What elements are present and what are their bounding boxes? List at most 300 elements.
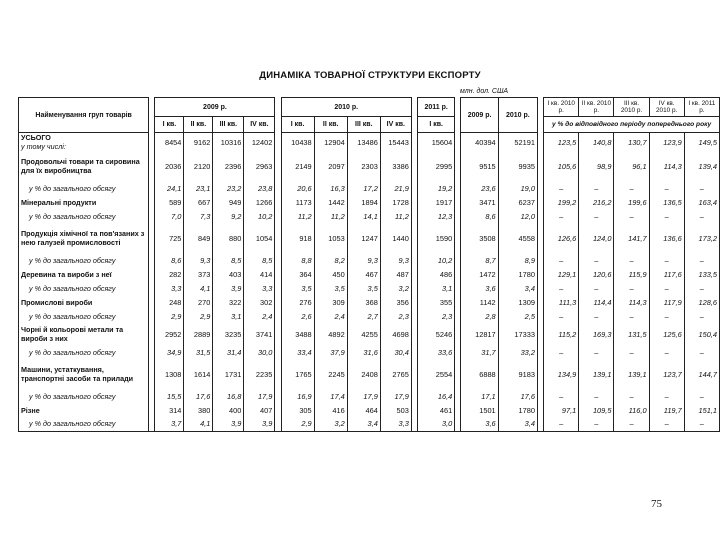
- table-cell: 14,1: [347, 209, 380, 223]
- table-cell: 141,7: [614, 223, 649, 253]
- table-cell: 3741: [244, 323, 275, 345]
- table-cell: 1590: [418, 223, 455, 253]
- table-cell: 115,9: [614, 267, 649, 281]
- category-label: Машини, устаткування, транспортні засоби та прилади: [19, 359, 149, 389]
- table-cell: 149,5: [684, 133, 719, 152]
- table-cell: 1780: [498, 267, 537, 281]
- table-cell: 9183: [498, 359, 537, 389]
- header-pct-3: III кв. 2010 р.: [614, 98, 649, 117]
- table-cell: 15,5: [155, 389, 184, 403]
- table-cell: 8,7: [461, 253, 498, 267]
- table-cell: –: [579, 281, 614, 295]
- table-cell: 7,0: [155, 209, 184, 223]
- table-cell: –: [579, 417, 614, 431]
- table-cell: 8,6: [461, 209, 498, 223]
- table-row: [19, 345, 720, 359]
- table-cell: 270: [184, 295, 213, 309]
- category-label: Чорні й кольорові метали та вироби з них: [19, 323, 149, 345]
- table-cell: 10,2: [418, 253, 455, 267]
- table-cell: 52191: [498, 133, 537, 152]
- table-cell: 3,9: [244, 417, 275, 431]
- table-cell: 8,5: [213, 253, 244, 267]
- table-cell: 151,1: [684, 403, 719, 417]
- table-cell: 136,5: [649, 195, 684, 209]
- table-row: [19, 389, 720, 403]
- table-cell: 17333: [498, 323, 537, 345]
- table-cell: –: [579, 209, 614, 223]
- table-row: [19, 133, 720, 152]
- table-cell: 373: [184, 267, 213, 281]
- table-cell: 130,7: [614, 133, 649, 152]
- header-name: Найменування груп товарів: [19, 98, 149, 133]
- table-cell: 96,1: [614, 151, 649, 181]
- table-cell: 8,9: [498, 253, 537, 267]
- table-cell: 169,3: [579, 323, 614, 345]
- header-pct-1: I кв. 2010 р.: [544, 98, 579, 117]
- table-cell: 309: [314, 295, 347, 309]
- table-cell: 3,6: [461, 281, 498, 295]
- table-cell: 356: [380, 295, 411, 309]
- share-row-label: у % до загального обсягу: [19, 389, 149, 403]
- table-cell: 282: [155, 267, 184, 281]
- table-cell: 3,6: [461, 417, 498, 431]
- table-cell: 40394: [461, 133, 498, 152]
- table-cell: 11,2: [380, 209, 411, 223]
- table-cell: 199,2: [544, 195, 579, 209]
- table-cell: 3,1: [418, 281, 455, 295]
- table-cell: 115,2: [544, 323, 579, 345]
- header-2011: 2011 р.: [418, 98, 455, 117]
- table-cell: 403: [213, 267, 244, 281]
- table-cell: 4255: [347, 323, 380, 345]
- table-cell: 17,6: [498, 389, 537, 403]
- table-cell: –: [614, 389, 649, 403]
- table-cell: 2952: [155, 323, 184, 345]
- table-cell: 2120: [184, 151, 213, 181]
- table-cell: 16,3: [314, 181, 347, 195]
- table-cell: –: [544, 209, 579, 223]
- header-2009: 2009 р.: [155, 98, 275, 117]
- table-cell: 33,6: [418, 345, 455, 359]
- table-cell: 17,1: [461, 389, 498, 403]
- table-cell: –: [614, 309, 649, 323]
- export-structure-table: [18, 97, 720, 432]
- table-cell: 467: [347, 267, 380, 281]
- table-cell: –: [684, 417, 719, 431]
- table-cell: 3,3: [244, 281, 275, 295]
- table-cell: 1765: [281, 359, 314, 389]
- category-label: Різне: [19, 403, 149, 417]
- table-cell: 1728: [380, 195, 411, 209]
- table-cell: –: [649, 281, 684, 295]
- table-cell: –: [684, 281, 719, 295]
- table-cell: 30,0: [244, 345, 275, 359]
- table-cell: 2,4: [314, 309, 347, 323]
- table-cell: 3,5: [314, 281, 347, 295]
- table-cell: 2036: [155, 151, 184, 181]
- table-cell: 4,1: [184, 417, 213, 431]
- table-cell: –: [614, 417, 649, 431]
- table-cell: 20,6: [281, 181, 314, 195]
- table-cell: 1309: [498, 295, 537, 309]
- table-cell: 4892: [314, 323, 347, 345]
- table-cell: 12402: [244, 133, 275, 152]
- table-cell: 2,3: [418, 309, 455, 323]
- table-cell: 97,1: [544, 403, 579, 417]
- table-cell: 10438: [281, 133, 314, 152]
- table-cell: 2,8: [461, 309, 498, 323]
- header-q1-2009: I кв.: [155, 117, 184, 133]
- share-row-label: у % до загального обсягу: [19, 209, 149, 223]
- share-row-label: у % до загального обсягу: [19, 309, 149, 323]
- table-cell: 144,7: [684, 359, 719, 389]
- table-cell: 3,2: [314, 417, 347, 431]
- share-row-label: у % до загального обсягу: [19, 345, 149, 359]
- header-q3-2010: III кв.: [347, 117, 380, 133]
- table-cell: –: [649, 389, 684, 403]
- table-cell: 30,4: [380, 345, 411, 359]
- table-cell: 3,5: [281, 281, 314, 295]
- table-cell: 589: [155, 195, 184, 209]
- table-cell: 3,3: [155, 281, 184, 295]
- table-cell: 2,9: [281, 417, 314, 431]
- table-cell: 12904: [314, 133, 347, 152]
- table-cell: –: [649, 345, 684, 359]
- table-cell: 3508: [461, 223, 498, 253]
- table-cell: 31,7: [461, 345, 498, 359]
- table-cell: 31,4: [213, 345, 244, 359]
- table-cell: 322: [213, 295, 244, 309]
- table-cell: 368: [347, 295, 380, 309]
- subtitle-note: у тому числі:: [21, 142, 66, 151]
- table-cell: 2,6: [281, 309, 314, 323]
- header-pct-note: у % до відповідного періоду попереднього року: [544, 117, 720, 133]
- table-cell: 114,4: [579, 295, 614, 309]
- table-cell: 31,6: [347, 345, 380, 359]
- table-cell: 33,4: [281, 345, 314, 359]
- table-cell: –: [614, 181, 649, 195]
- table-cell: 129,1: [544, 267, 579, 281]
- table-cell: 1173: [281, 195, 314, 209]
- table-cell: 2765: [380, 359, 411, 389]
- table-cell: 407: [244, 403, 275, 417]
- table-cell: 15604: [418, 133, 455, 152]
- table-cell: 464: [347, 403, 380, 417]
- table-cell: 6237: [498, 195, 537, 209]
- table-cell: 3,5: [347, 281, 380, 295]
- table-cell: 2963: [244, 151, 275, 181]
- table-cell: 9,3: [380, 253, 411, 267]
- table-cell: 4,1: [184, 281, 213, 295]
- table-cell: 2245: [314, 359, 347, 389]
- table-body: [19, 133, 720, 432]
- table-cell: 9,2: [213, 209, 244, 223]
- table-cell: 16,4: [418, 389, 455, 403]
- table-cell: 1614: [184, 359, 213, 389]
- table-cell: 1780: [498, 403, 537, 417]
- table-cell: 216,2: [579, 195, 614, 209]
- table-cell: 3,3: [380, 417, 411, 431]
- table-cell: 136,6: [649, 223, 684, 253]
- table-cell: 9,3: [347, 253, 380, 267]
- table-cell: 19,0: [498, 181, 537, 195]
- table-cell: 1247: [347, 223, 380, 253]
- table-cell: 111,3: [544, 295, 579, 309]
- table-cell: 9935: [498, 151, 537, 181]
- table-cell: –: [684, 309, 719, 323]
- table-cell: 123,9: [649, 133, 684, 152]
- table-cell: 140,8: [579, 133, 614, 152]
- table-cell: –: [579, 345, 614, 359]
- table-cell: 3,4: [347, 417, 380, 431]
- table-cell: –: [579, 309, 614, 323]
- table-cell: 126,6: [544, 223, 579, 253]
- table-cell: 139,1: [579, 359, 614, 389]
- table-cell: 3,7: [155, 417, 184, 431]
- table-cell: 2408: [347, 359, 380, 389]
- page-title: ДИНАМІКА ТОВАРНОЇ СТРУКТУРИ ЕКСПОРТУ: [259, 70, 481, 81]
- table-cell: 19,2: [418, 181, 455, 195]
- table-cell: 114,3: [649, 151, 684, 181]
- table-cell: –: [649, 253, 684, 267]
- table-row: [19, 359, 720, 389]
- table-row: [19, 295, 720, 309]
- table-cell: 667: [184, 195, 213, 209]
- table-cell: –: [544, 389, 579, 403]
- table-cell: 11,2: [314, 209, 347, 223]
- category-label: Продукція хімічної та пов'язаних з нею галузей промисловості: [19, 223, 149, 253]
- table-cell: 3,4: [498, 281, 537, 295]
- table-row: [19, 209, 720, 223]
- table-cell: 1731: [213, 359, 244, 389]
- header-q1-2010: I кв.: [281, 117, 314, 133]
- table-cell: 117,6: [649, 267, 684, 281]
- table-cell: 15443: [380, 133, 411, 152]
- table-cell: 918: [281, 223, 314, 253]
- table-cell: 3235: [213, 323, 244, 345]
- table-cell: 124,0: [579, 223, 614, 253]
- table-row: [19, 195, 720, 209]
- table-row: [19, 323, 720, 345]
- table-cell: 8,5: [244, 253, 275, 267]
- table-row: [19, 267, 720, 281]
- category-label: Продовольчі товари та сировина для їх виробництва: [19, 151, 149, 181]
- table-cell: 2,9: [184, 309, 213, 323]
- table-cell: 2,3: [380, 309, 411, 323]
- header-2010: 2010 р.: [281, 98, 411, 117]
- table-cell: 10316: [213, 133, 244, 152]
- table-cell: –: [544, 417, 579, 431]
- table-cell: 8454: [155, 133, 184, 152]
- table-cell: 3,9: [213, 281, 244, 295]
- table-cell: 120,6: [579, 267, 614, 281]
- table-cell: 2396: [213, 151, 244, 181]
- table-cell: 2,5: [498, 309, 537, 323]
- header-pct-4: IV кв. 2010 р.: [649, 98, 684, 117]
- table-cell: –: [579, 389, 614, 403]
- table-cell: 461: [418, 403, 455, 417]
- table-cell: 6888: [461, 359, 498, 389]
- table-cell: 17,6: [184, 389, 213, 403]
- table-cell: 380: [184, 403, 213, 417]
- header-q1-2011: I кв.: [418, 117, 455, 133]
- table-cell: 125,6: [649, 323, 684, 345]
- table-cell: 1054: [244, 223, 275, 253]
- share-row-label: у % до загального обсягу: [19, 281, 149, 295]
- table-cell: 400: [213, 403, 244, 417]
- table-cell: 314: [155, 403, 184, 417]
- table-cell: 486: [418, 267, 455, 281]
- table-cell: 2554: [418, 359, 455, 389]
- table-cell: 3386: [380, 151, 411, 181]
- table-cell: 4558: [498, 223, 537, 253]
- header-q2-2009: II кв.: [184, 117, 213, 133]
- table-cell: 8,6: [155, 253, 184, 267]
- table-cell: –: [544, 181, 579, 195]
- table-cell: 123,7: [649, 359, 684, 389]
- table-cell: –: [684, 389, 719, 403]
- table-cell: 98,9: [579, 151, 614, 181]
- table-cell: 134,9: [544, 359, 579, 389]
- table-cell: 133,5: [684, 267, 719, 281]
- table-row: [19, 403, 720, 417]
- table-cell: 1142: [461, 295, 498, 309]
- page-number: 75: [651, 498, 662, 510]
- table-cell: 117,9: [649, 295, 684, 309]
- header-pct-2: II кв. 2010 р.: [579, 98, 614, 117]
- header-pct-5: I кв. 2011 р.: [684, 98, 719, 117]
- table-cell: –: [614, 281, 649, 295]
- table-cell: 123,5: [544, 133, 579, 152]
- table-cell: 503: [380, 403, 411, 417]
- table-cell: 23,8: [244, 181, 275, 195]
- table-cell: 1442: [314, 195, 347, 209]
- table-cell: 150,4: [684, 323, 719, 345]
- table-cell: –: [649, 417, 684, 431]
- table-cell: 1440: [380, 223, 411, 253]
- table-cell: 109,5: [579, 403, 614, 417]
- table-cell: –: [684, 209, 719, 223]
- table-cell: 414: [244, 267, 275, 281]
- table-cell: 2,9: [155, 309, 184, 323]
- table-cell: 1472: [461, 267, 498, 281]
- table-cell: 23,6: [461, 181, 498, 195]
- table-cell: 2,7: [347, 309, 380, 323]
- table-cell: 849: [184, 223, 213, 253]
- table-row: [19, 417, 720, 431]
- table-cell: 12817: [461, 323, 498, 345]
- table-cell: –: [544, 309, 579, 323]
- table-cell: –: [614, 345, 649, 359]
- table-cell: 21,9: [380, 181, 411, 195]
- category-label: Промислові вироби: [19, 295, 149, 309]
- table-cell: 2889: [184, 323, 213, 345]
- table-cell: 163,4: [684, 195, 719, 209]
- table-cell: 11,2: [281, 209, 314, 223]
- table-cell: –: [684, 253, 719, 267]
- table-cell: –: [649, 181, 684, 195]
- table-cell: 8,2: [314, 253, 347, 267]
- header-q3-2009: III кв.: [213, 117, 244, 133]
- table-cell: 12,0: [498, 209, 537, 223]
- table-cell: 248: [155, 295, 184, 309]
- table-cell: 2097: [314, 151, 347, 181]
- table-cell: 24,1: [155, 181, 184, 195]
- table-cell: –: [614, 209, 649, 223]
- table-cell: 17,9: [244, 389, 275, 403]
- table-cell: 880: [213, 223, 244, 253]
- table-cell: 13486: [347, 133, 380, 152]
- table-cell: 199,6: [614, 195, 649, 209]
- table-cell: 3,4: [498, 417, 537, 431]
- table-cell: 725: [155, 223, 184, 253]
- table-cell: 2235: [244, 359, 275, 389]
- table-cell: –: [684, 181, 719, 195]
- table-row: [19, 181, 720, 195]
- table-cell: –: [649, 309, 684, 323]
- table-cell: 17,2: [347, 181, 380, 195]
- table-cell: 1501: [461, 403, 498, 417]
- table-cell: 364: [281, 267, 314, 281]
- table-cell: –: [544, 345, 579, 359]
- table-cell: 949: [213, 195, 244, 209]
- category-label: Мінеральні продукти: [19, 195, 149, 209]
- share-row-label: у % до загального обсягу: [19, 253, 149, 267]
- table-cell: 5246: [418, 323, 455, 345]
- table-cell: 17,4: [314, 389, 347, 403]
- table-cell: –: [614, 253, 649, 267]
- table-cell: 2,4: [244, 309, 275, 323]
- table-cell: 9515: [461, 151, 498, 181]
- table-cell: 9,3: [184, 253, 213, 267]
- table-cell: 116,0: [614, 403, 649, 417]
- table-cell: 34,9: [155, 345, 184, 359]
- table-cell: 139,1: [614, 359, 649, 389]
- table-cell: 16,8: [213, 389, 244, 403]
- table-row: [19, 281, 720, 295]
- table-cell: 3,0: [418, 417, 455, 431]
- table-cell: 305: [281, 403, 314, 417]
- table-cell: 1894: [347, 195, 380, 209]
- table-cell: 4698: [380, 323, 411, 345]
- table-cell: –: [544, 253, 579, 267]
- table-cell: 17,9: [347, 389, 380, 403]
- table-cell: 2149: [281, 151, 314, 181]
- table-cell: 128,6: [684, 295, 719, 309]
- table-cell: 23,2: [213, 181, 244, 195]
- table-cell: 1917: [418, 195, 455, 209]
- table-cell: 131,5: [614, 323, 649, 345]
- table-cell: 17,9: [380, 389, 411, 403]
- table-row: [19, 151, 720, 181]
- header-total-2010: 2010 р.: [498, 98, 537, 133]
- table-cell: 173,2: [684, 223, 719, 253]
- table-row: [19, 253, 720, 267]
- table-cell: 3,1: [213, 309, 244, 323]
- table-cell: 2995: [418, 151, 455, 181]
- table-cell: 31,5: [184, 345, 213, 359]
- table-cell: –: [684, 345, 719, 359]
- header-q4-2009: IV кв.: [244, 117, 275, 133]
- category-label: УСЬОГО у тому числі:: [19, 133, 149, 152]
- table-cell: 450: [314, 267, 347, 281]
- table-cell: 139,4: [684, 151, 719, 181]
- table-cell: 23,1: [184, 181, 213, 195]
- units-note: млн. дол. США: [460, 88, 509, 95]
- table-cell: 119,7: [649, 403, 684, 417]
- table-cell: 3,2: [380, 281, 411, 295]
- table-cell: –: [579, 253, 614, 267]
